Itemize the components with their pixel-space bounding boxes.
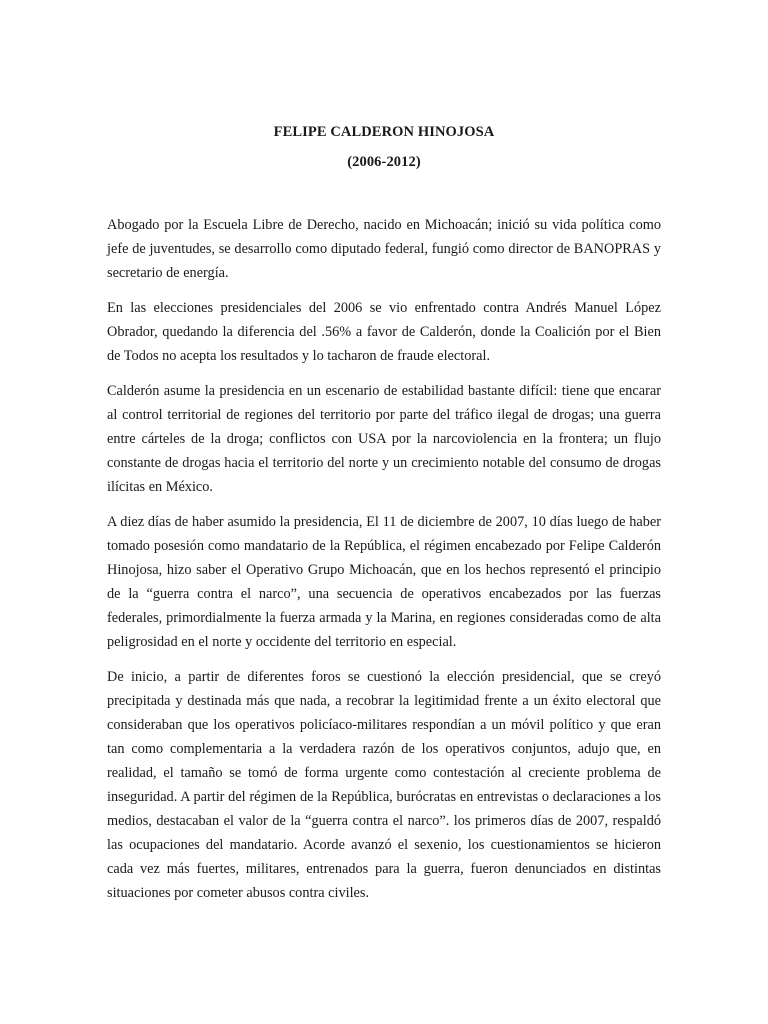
document-years: (2006-2012) bbox=[347, 154, 421, 170]
document-title: FELIPE CALDERON HINOJOSA bbox=[273, 124, 495, 140]
paragraph-criticism: De inicio, a partir de diferentes foros se cuestionó la elección presidencial, que se creyó precipitada y destinada más que nada, a recobrar la legitimidad frente a un éxito electoral que consideraban que los operativos policíaco-militares respondían a un móvil político y que eran tan como complementaria a la verdadera razón de los operativos conjuntos, adujo que, en realidad, el tamaño se tomó de forma urgente como contestación al creciente problema de inseguridad. A partir del régimen de la República, burócratas en entrevistas o declaraciones a los medios, destacaban el valor de la “guerra contra el narco”. los primeros días de 2007, respaldó las ocupaciones del mandatario. Acorde avanzó el sexenio, los cuestionamientos se hicieron cada vez más fuertes, militares, entrenados para la guerra, fueron denunciados en distintas situaciones por cometer abusos contra civiles. bbox=[107, 669, 661, 901]
paragraph-operativo: A diez días de haber asumido la presidencia, El 11 de diciembre de 2007, 10 días luego de haber tomado posesión como mandatario de la República, el régimen encabezado por Felipe Calderón Hinojosa, hizo saber el Operativo Grupo Michoacán, que en los hechos representó el principio de la “guerra contra el narco”, una secuencia de operativos encabezados por las fuerzas federales, primordialmente la fuerza armada y la Marina, en regiones consideradas como de alta peligrosidad en el norte y occidente del territorio en especial. bbox=[107, 514, 661, 650]
paragraph-presidency: Calderón asume la presidencia en un escenario de estabilidad bastante difícil: tiene que encarar al control territorial de regiones del territorio por parte del tráfico ilegal de drogas; una guerra entre cárteles de la droga; conflictos con USA por la narcoviolencia en la frontera; un flujo constante de drogas hacia el territorio del norte y un crecimiento notable del consumo de drogas ilícitas en México. bbox=[107, 383, 661, 495]
document-body bbox=[107, 213, 661, 916]
paragraph-biography: Abogado por la Escuela Libre de Derecho, nacido en Michoacán; inició su vida política como jefe de juventudes, se desarrollo como diputado federal, fungió como director de BANOPRAS y secretario de energía. bbox=[107, 217, 661, 281]
paragraph-elections: En las elecciones presidenciales del 2006 se vio enfrentado contra Andrés Manuel López Obrador, quedando la diferencia del .56% a favor de Calderón, donde la Coalición por el Bien de Todos no acepta los resultados y lo tacharon de fraude electoral. bbox=[107, 300, 661, 364]
